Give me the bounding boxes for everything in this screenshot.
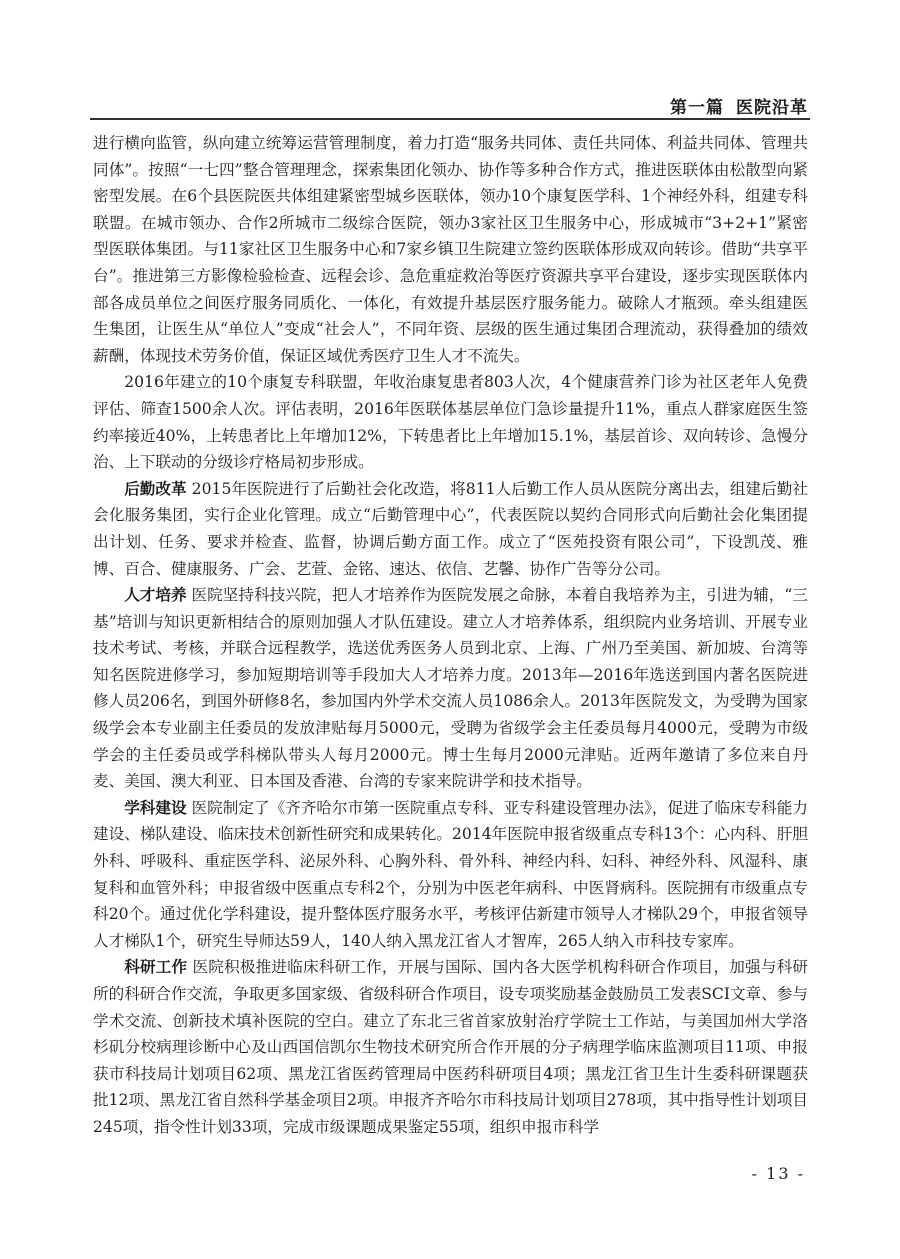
paragraph-discipline-building [93, 795, 808, 955]
section-lead-research: 科研工作 [124, 958, 188, 977]
paragraph-text: 2015年医院进行了后勤社会化改造，将811人后勤工作人员从医院分离出去，组建后勤社会化服务集团，实行企业化管理。成立“后勤管理中心”，代表医院以契约合同形式向后勤社会化集团提出计划、任务、要求并检查、监督，协调后勤方面工作。成立了“医苑投资有限公司”，下设凯茂、雅博、百合、健康服务、广会、艺萱、金铭、速达、依信、艺馨、协作广告等分公司。 [93, 479, 808, 578]
paragraph-research-work [93, 954, 808, 1140]
paragraph-medical-alliance-continued [93, 130, 808, 369]
paragraph-rehab-alliance [93, 369, 808, 475]
running-head-part: 第一篇 [670, 98, 724, 118]
paragraph-text: 医院积极推进临床科研工作，开展与国际、国内各大医学机构科研合作项目，加强与科研所的科研合作交流，争取更多国家级、省级科研合作项目，设专项奖励基金鼓励员工发表SCI文章、参与学术交流、创新技术填补医院的空白。建立了东北三省首家放射治疗学院士工作站，与美国加州大学洛杉矶分校病理诊断中心及山西国信凯尔生物技术研究所合作开展的分子病理学临床监测项目11项、申报获市科技局计划项目62项、黑龙江省医药管理局中医药科研项目4项；黑龙江省卫生计生委科研课题获批12项、黑龙江省自然科学基金项目2项。申报齐齐哈尔市科技局计划项目278项，其中指导性计划项目245项，指令性计划33项，完成市级课题成果鉴定55项，组织申报市科学 [93, 958, 808, 1136]
paragraph-text: 2016年建立的10个康复专科联盟，年收治康复患者803人次，4个健康营养门诊为社区老年人免费评估、筛查1500余人次。评估表明，2016年医联体基层单位门急诊量提升11%，重点人群家庭医生签约率接近40%，上转患者比上年增加12%，下转患者比上年增加15.1%，基层首诊、双向转诊、急慢分治、上下联动的分级诊疗格局初步形成。 [93, 373, 808, 472]
running-head-title: 医院沿革 [736, 98, 808, 118]
header-rule [90, 118, 810, 120]
paragraph-talent-training [93, 582, 808, 795]
paragraph-logistics-reform [93, 476, 808, 582]
section-lead-logistics: 后勤改革 [124, 479, 187, 498]
paragraph-text: 医院制定了《齐齐哈尔市第一医院重点专科、亚专科建设管理办法》，促进了临床专科能力建设、梯队建设、临床技术创新性研究和成果转化。2014年医院申报省级重点专科13个：心内科、肝胆外科、呼吸科、重症医学科、泌尿外科、心胸外科、骨外科、神经内科、妇科、神经外科、风湿科、康复科和血管外科；申报省级中医重点专科2个，分别为中医老年病科、中医肾病科。医院拥有市级重点专科20个。通过优化学科建设，提升整体医疗服务水平，考核评估新建市领导人才梯队29个，申报省领导人才梯队1个，研究生导师达59人，140人纳入黑龙江省人才智库，265人纳入市科技专家库。 [93, 798, 808, 950]
body-text [93, 130, 808, 1141]
paragraph-text: 进行横向监管，纵向建立统筹运营管理制度，着力打造“服务共同体、责任共同体、利益共同体、管理共同体”。按照“一七四”整合管理理念，探索集团化领办、协作等多种合作方式，推进医联体由松散型向紧密型发展。在6个县医院医共体组建紧密型城乡医联体，领办10个康复医学科、1个神经外科，组建专科联盟。在城市领办、合作2所城市二级综合医院，领办3家社区卫生服务中心，形成城市“3+2+1”紧密型医联体集团。与11家社区卫生服务中心和7家乡镇卫生院建立签约医联体形成双向转诊。借助“共享平台”。推进第三方影像检验检查、远程会诊、急危重症救治等医疗资源共享平台建设，逐步实现医联体内部各成员单位之间医疗服务同质化、一体化，有效提升基层医疗服务能力。破除人才瓶颈。牵头组建医生集团，让医生从“单位人”变成“社会人”，不同年资、层级的医生通过集团合理流动，获得叠加的绩效薪酬，体现技术劳务价值，保证区域优秀医疗卫生人才不流失。 [93, 134, 808, 365]
paragraph-text: 医院坚持科技兴院，把人才培养作为医院发展之命脉，本着自我培养为主，引进为辅，“三基”培训与知识更新相结合的原则加强人才队伍建设。建立人才培养体系，组织院内业务培训、开展专业技术考试、考核，并联合远程教学，选送优秀医务人员到北京、上海、广州乃至美国、新加坡、台湾等知名医院进修学习，参加短期培训等手段加大人才培养力度。2013年—2016年选送到国内著名医院进修人员206名，到国外研修8名，参加国内外学术交流人员1086余人。2013年医院发文，为受聘为国家级学会本专业副主任委员的发放津贴每月5000元，受聘为省级学会主任委员每月4000元，受聘为市级学会的主任委员或学科梯队带头人每月2000元。博士生每月2000元津贴。近两年邀请了多位来自丹麦、美国、澳大利亚、日本国及香港、台湾的专家来院讲学和技术指导。 [93, 586, 808, 791]
section-lead-discipline: 学科建设 [124, 798, 187, 817]
section-lead-talent: 人才培养 [124, 586, 187, 605]
page-number: - 13 - [751, 1164, 805, 1183]
running-head [670, 93, 808, 118]
